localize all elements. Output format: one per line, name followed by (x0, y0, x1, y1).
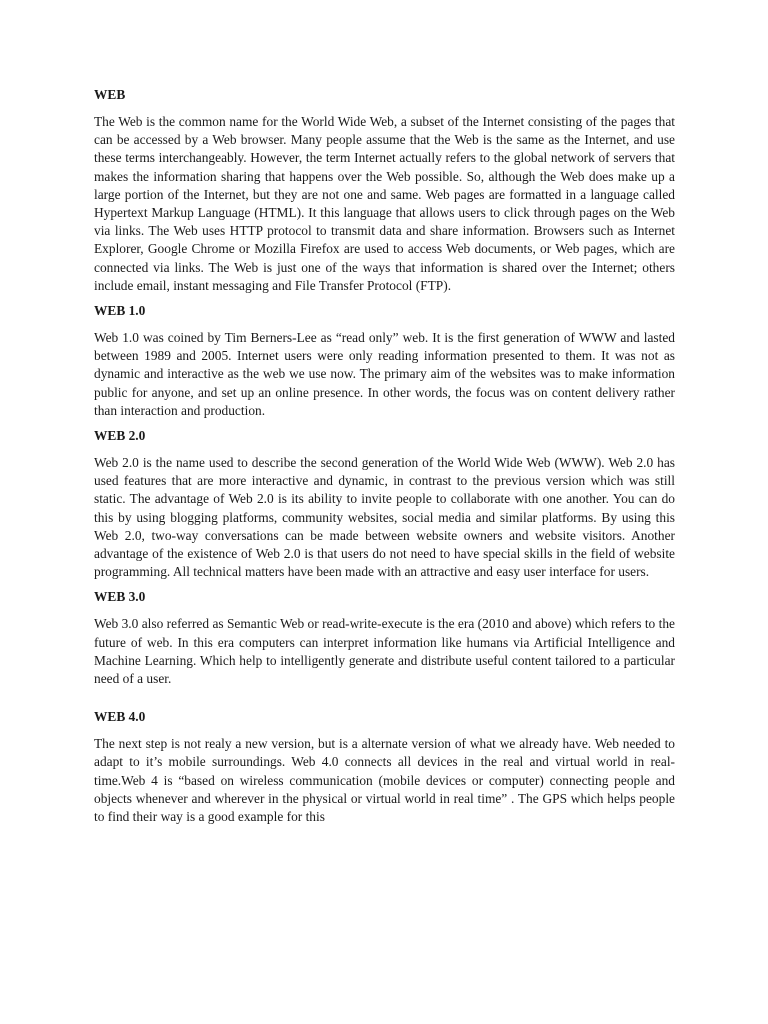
section-paragraph: The Web is the common name for the World Wide Web, a subset of the Internet consisting of the pages that can be accessed by a Web browser. Many people assume that the Web is the same as the Internet, and use these terms interchangeably. However, the term Internet actually refers to the global network of servers that makes the information sharing that happens over the Web possible. So, although the Web does make up a large portion of the Internet, but they are not one and same. Web pages are formatted in a language called Hypertext Markup Language (HTML). It this language that allows users to click through pages on the Web via links. The Web uses HTTP protocol to transmit data and share information. Browsers such as Internet Explorer, Google Chrome or Mozilla Firefox are used to access Web documents, or Web pages, which are connected via links. The Web is just one of the ways that information is shared over the Internet; others include email, instant messaging and File Transfer Protocol (FTP). (94, 114, 675, 293)
document-page (94, 86, 675, 833)
section-web (94, 86, 675, 295)
section-web-3-0 (94, 588, 675, 688)
section-heading: WEB 4.0 (94, 709, 146, 725)
section-paragraph: Web 1.0 was coined by Tim Berners-Lee as “read only” web. It is the first generation of WWW and lasted between 1989 and 2005. Internet users were only reading information presented to them. It was not as dynamic and interactive as the web we use now. The primary aim of the websites was to make information public for anyone, and set up an online presence. In other words, the focus was on content delivery rather than interaction and production. (94, 330, 675, 418)
section-web-1-0 (94, 302, 675, 420)
section-web-4-0 (94, 708, 675, 826)
section-heading: WEB 2.0 (94, 428, 146, 444)
section-paragraph: The next step is not realy a new version, but is a alternate version of what we already have. Web needed to adapt to it’s mobile surroundings. Web 4.0 connects all devices in the real and virtual world in real-time.Web 4 is “based on wireless communication (mobile devices or computer) connecting people and objects whenever and wherever in the physical or virtual world in real time” . The GPS which helps people to find their way is a good example for this (94, 736, 675, 825)
section-paragraph: Web 3.0 also referred as Semantic Web or read-write-execute is the era (2010 and above) which refers to the future of web. In this era computers can interpret information like humans via Artificial Intelligence and Machine Learning. Which help to intelligently generate and distribute useful content tailored to a particular need of a user. (94, 616, 675, 687)
section-heading: WEB (94, 87, 126, 102)
section-heading: WEB 1.0 (94, 303, 146, 319)
section-paragraph: Web 2.0 is the name used to describe the second generation of the World Wide Web (WWW). Web 2.0 has used features that are more interactive and dynamic, in contrast to the previous version which was still static. The advantage of Web 2.0 is its ability to invite people to collaborate with one another. You can do this by using blogging platforms, community websites, social media and similar platforms. By using this Web 2.0, two-way conversations can be made between website owners and website visitors. Another advantage of the existence of Web 2.0 is that users do not need to have special skills in the field of website programming. All technical matters have been made with an attractive and easy user interface for users. (94, 455, 675, 580)
section-web-2-0 (94, 427, 675, 581)
section-heading: WEB 3.0 (94, 589, 146, 605)
